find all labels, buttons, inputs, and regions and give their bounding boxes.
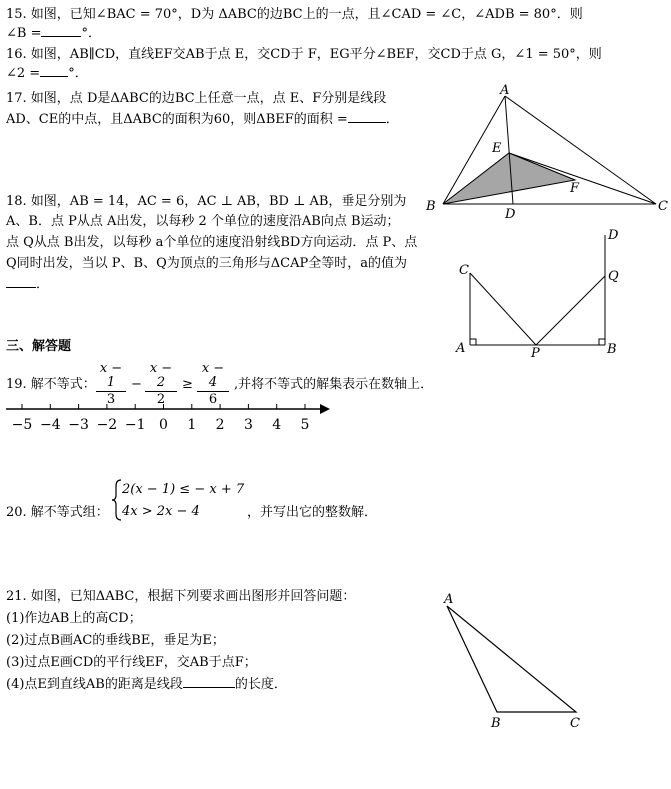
right-angle-b bbox=[599, 339, 605, 345]
q18-line3: 点 Q从点 B出发，以每秒 a个单位的速度沿射线BD方向运动．点 P、点 bbox=[6, 235, 418, 250]
label-e: E bbox=[492, 141, 502, 156]
q18-line1: 18. 如图，AB = 14，AC = 6，AC ⊥ AB，BD ⊥ AB，垂足分别为 bbox=[6, 194, 407, 209]
q18-figure bbox=[452, 226, 632, 362]
q20-suffix: ，并写出它的整数解． bbox=[247, 505, 378, 520]
q21-figure bbox=[430, 586, 590, 734]
q20-inequality-2: 4x > 2x − 4 bbox=[122, 504, 200, 519]
q16-line1: 16. 如图，AB∥CD，直线EF交AB于点 E，交CD于 F，EG平分∠BEF，交CD于点 G，∠1 = 50°，则 bbox=[6, 47, 602, 62]
label-c: C bbox=[658, 199, 668, 214]
q21-item3: (3)过点E画CD的平行线EF，交AB于点F； bbox=[6, 655, 257, 670]
q18-answer-blank[interactable] bbox=[6, 287, 36, 288]
label-c: C bbox=[570, 716, 580, 731]
number-line-tick-label: −1 bbox=[124, 417, 146, 433]
triangle-bef-shaded bbox=[443, 153, 575, 204]
label-q: Q bbox=[608, 269, 619, 284]
q19-prefix: 19. 解不等式： bbox=[6, 377, 96, 392]
number-line-tick-label: 4 bbox=[272, 417, 282, 433]
number-line-tick-label: 0 bbox=[159, 417, 168, 433]
label-c: C bbox=[459, 263, 469, 278]
number-line-tick-label: 2 bbox=[215, 417, 225, 433]
q21-item1: (1)作边AB上的高CD； bbox=[6, 611, 142, 626]
segment-pq bbox=[536, 276, 605, 345]
label-f: F bbox=[570, 181, 580, 196]
number-line-tick-label: 3 bbox=[243, 417, 253, 433]
label-p: P bbox=[531, 346, 540, 361]
q19-number-line[interactable] bbox=[0, 398, 340, 438]
number-line-tick-label: −2 bbox=[96, 417, 118, 433]
q17-answer-blank[interactable] bbox=[348, 122, 386, 123]
label-a: A bbox=[456, 341, 466, 356]
q17-line1: 17. 如图，点 D是ΔABC的边BC上任意一点，点 E、F分别是线段 bbox=[6, 91, 387, 106]
q18-line4: Q同时出发，当以 P、B、Q为顶点的三角形与ΔCAP全等时，a的值为 bbox=[6, 256, 407, 271]
q20-inequality-1: 2(x − 1) ≤ − x + 7 bbox=[122, 482, 245, 497]
number-line-tick-label: −5 bbox=[11, 417, 33, 433]
number-line-tick-label: 5 bbox=[300, 417, 310, 433]
q16-answer-blank[interactable] bbox=[40, 76, 68, 77]
q17-line2: AD、CE的中点，且ΔABC的面积为60，则ΔBEF的面积 = ． bbox=[6, 112, 399, 127]
q19-minus: − bbox=[131, 377, 142, 392]
label-b: B bbox=[607, 342, 617, 357]
label-a: A bbox=[444, 592, 454, 607]
number-line-tick-label: 1 bbox=[187, 417, 197, 433]
q21-line1: 21. 如图，已知ΔABC，根据下列要求画出图形并回答问题： bbox=[6, 589, 356, 604]
label-d: D bbox=[505, 207, 516, 222]
q15-answer-blank[interactable] bbox=[41, 36, 81, 37]
label-d: D bbox=[608, 228, 619, 243]
q19-fraction-2: x − 2 2 bbox=[145, 362, 177, 407]
q19-fraction-3: x − 4 6 bbox=[197, 362, 229, 407]
segment-cp bbox=[470, 273, 536, 345]
q15-line1: 15. 如图，已知∠BAC = 70°，D为 ΔABC的边BC上的一点，且∠CAD = ∠C，∠ADB = 80°．则 bbox=[6, 7, 583, 22]
q19-geq: ≥ bbox=[182, 377, 193, 392]
q16-line2: ∠2 = °． bbox=[6, 66, 88, 81]
q18-line5: ． bbox=[6, 276, 49, 294]
q20-prefix: 20. 解不等式组： bbox=[6, 505, 109, 520]
number-line-tick-label: −4 bbox=[39, 417, 61, 433]
q21-item2: (2)过点B画AC的垂线BE，垂足为E； bbox=[6, 633, 225, 648]
right-angle-a bbox=[470, 339, 476, 345]
label-b: B bbox=[426, 199, 436, 214]
label-b: B bbox=[491, 716, 501, 731]
q21-answer-blank[interactable] bbox=[183, 687, 235, 688]
number-line-arrow bbox=[320, 404, 330, 414]
q19-suffix: ,并将不等式的解集表示在数轴上． bbox=[234, 377, 434, 392]
label-a: A bbox=[500, 84, 510, 98]
q21-item4: (4)点E到直线AB的距离是线段 的长度． bbox=[6, 677, 287, 692]
q18-line2: A、B．点 P从点 A出发，以每秒 2 个单位的速度沿AB向点 B运动； bbox=[6, 214, 400, 229]
q17-figure bbox=[424, 84, 671, 224]
triangle-abc bbox=[447, 606, 576, 712]
q19-fraction-1: x − 1 3 bbox=[96, 362, 126, 407]
number-line-tick-label: −3 bbox=[68, 417, 89, 433]
section-3-heading: 三、解答题 bbox=[6, 339, 72, 354]
q15-line2: ∠B = °． bbox=[6, 26, 101, 41]
